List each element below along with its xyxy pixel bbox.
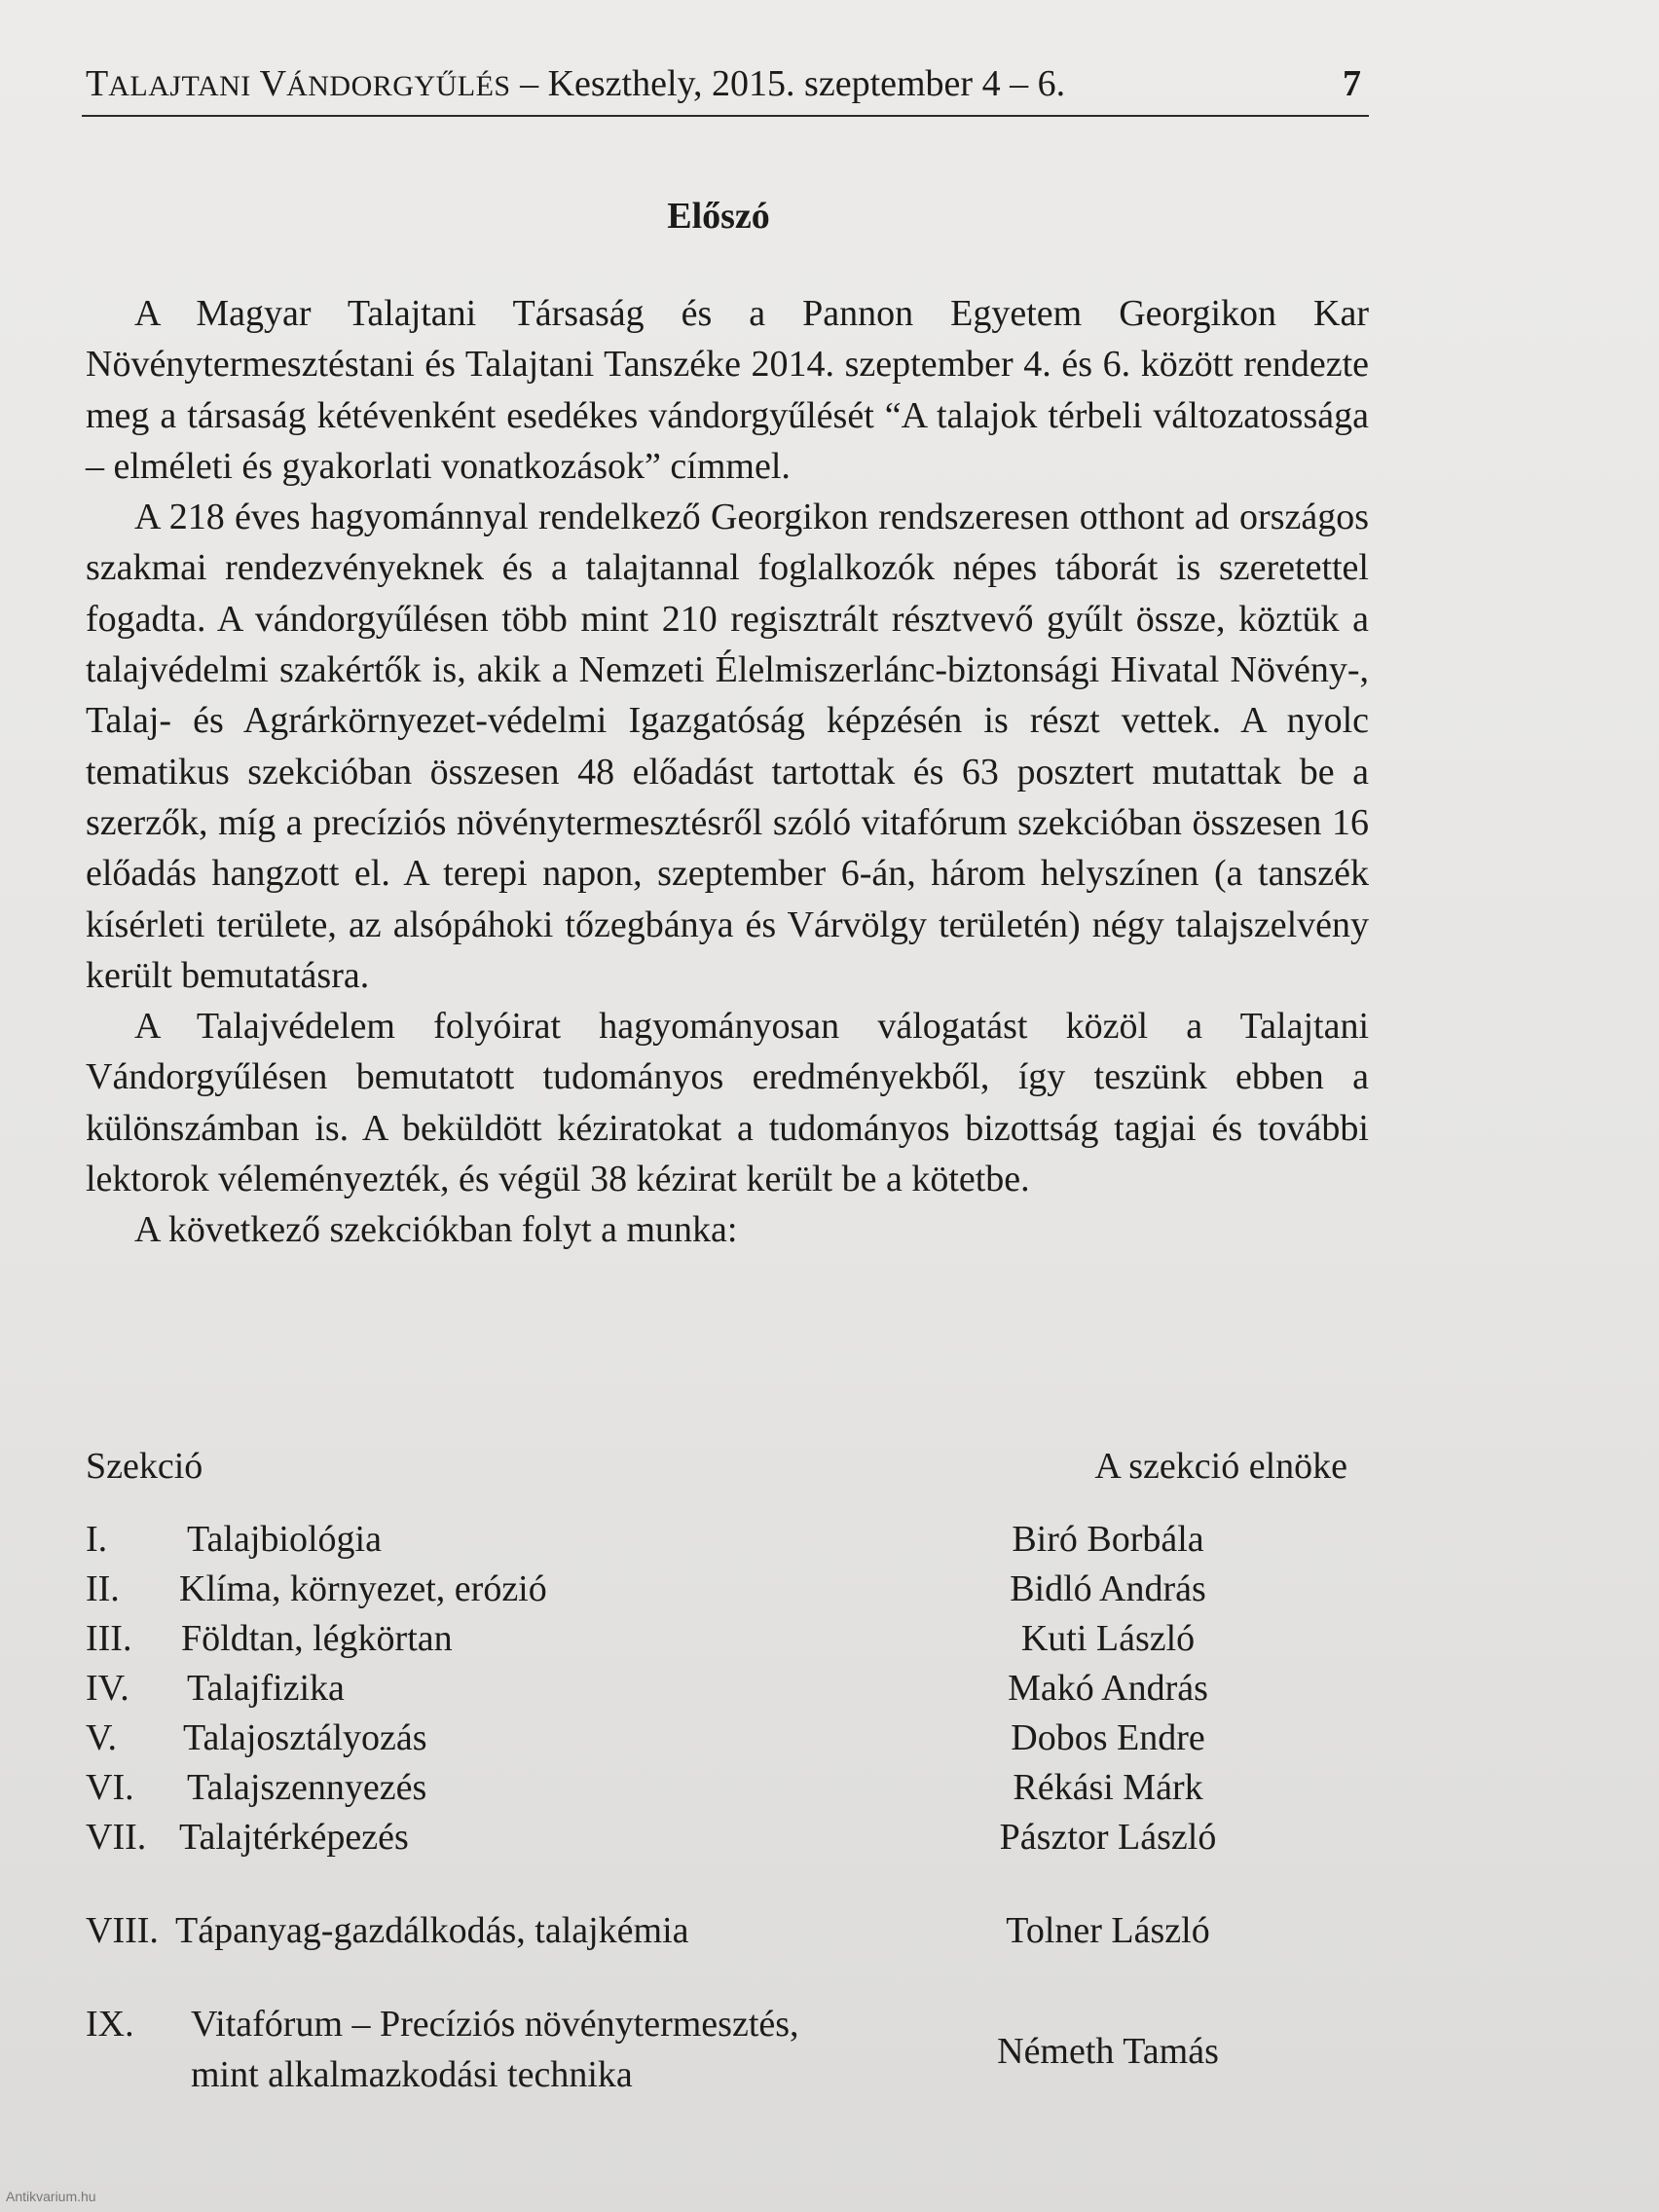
section-number: I. bbox=[86, 1519, 108, 1560]
section-number: IV. bbox=[86, 1668, 129, 1709]
section-name: Vitafórum – Precíziós növénytermesztés, bbox=[191, 2004, 799, 2045]
section-chair: Pásztor László bbox=[999, 1817, 1217, 1858]
section-number: III. bbox=[86, 1618, 132, 1659]
header-letter-t: T bbox=[86, 63, 109, 104]
header-word-2: ÁNDORGYŰLÉS bbox=[286, 70, 511, 102]
section-chair: Bidló András bbox=[1010, 1568, 1206, 1609]
section-name: Klíma, környezet, erózió bbox=[179, 1568, 547, 1609]
section-number: V. bbox=[86, 1717, 118, 1758]
section-chair: Dobos Endre bbox=[1011, 1717, 1205, 1758]
section-chair: Tolner László bbox=[1006, 1910, 1210, 1951]
section-chair: Rékási Márk bbox=[1013, 1767, 1203, 1808]
paragraph-4: A következő szekciókban folyt a munka: bbox=[134, 1209, 738, 1251]
section-number: IX. bbox=[86, 2004, 134, 2045]
page-number: 7 bbox=[1343, 63, 1361, 104]
header-rule bbox=[82, 115, 1369, 117]
header-letter-v: V bbox=[259, 63, 287, 104]
paragraph-1: A Magyar Talajtani Társaság és a Pannon Egyetem Georgikon Kar Növénytermesztéstani és Talajtani Tanszéke 2014. szeptember 4. és 6. között rendezte meg a társaság kétévenként esedékes vándorgyűlését “A talajok térbeli változatossága – elméleti és gyakorlati vonatkozások” címmel. bbox=[86, 293, 1369, 487]
column-section: Szekció bbox=[86, 1446, 203, 1487]
column-chair: A szekció elnöke bbox=[1094, 1446, 1347, 1487]
header-word-1: ALAJTANI bbox=[108, 70, 251, 102]
paragraph-2: A 218 éves hagyománnyal rendelkező Georgikon rendszeresen otthont ad országos szakmai rendezvényeknek és a talajtannal foglalkozók népes táborát is szeretettel fogadta. A vándorgyűlésen több mint 210 regisztrált résztvevő gyűlt össze, köztük a talajvédelmi szakértők is, akik a Nemzeti Élelmiszerlánc-biztonsági Hivatal Növény-, Talaj- és Agrárkörnyezet-védelmi Igazgatóság képzésén is részt vettek. A nyolc tematikus szekcióban összesen 48 előadást tartottak és 63 posztert mutattak be a szerzők, míg a precíziós növénytermesztésről szóló vitafórum szekcióban összesen 16 előadás hangzott el. A terepi napon, szeptember 6-án, három helyszínen (a tanszék kísérleti területe, az alsópáhoki tőzegbánya és Várvölgy területén) négy talajszelvény került bemutatásra. bbox=[86, 497, 1369, 996]
running-header bbox=[86, 60, 1367, 110]
section-number: VI. bbox=[86, 1767, 134, 1808]
section-chair: Makó András bbox=[1008, 1668, 1208, 1709]
section-name: Talajosztályozás bbox=[183, 1717, 427, 1758]
section-name: Tápanyag-gazdálkodás, talajkémia bbox=[175, 1910, 689, 1951]
section-table-header bbox=[86, 1441, 1369, 1492]
section-number: II. bbox=[86, 1568, 120, 1609]
page-title: Előszó bbox=[667, 196, 770, 237]
header-location-date: – Keszthely, 2015. szeptember 4 – 6. bbox=[520, 63, 1066, 104]
section-name-line2: mint alkalmazkodási technika bbox=[191, 2054, 633, 2095]
section-number: VIII. bbox=[86, 1910, 159, 1951]
section-name: Talajfizika bbox=[187, 1668, 345, 1709]
watermark: Antikvarium.hu bbox=[6, 2189, 96, 2204]
section-number: VII. bbox=[86, 1817, 147, 1858]
section-chair: Németh Tamás bbox=[997, 2031, 1219, 2072]
section-chair: Biró Borbála bbox=[1012, 1519, 1204, 1560]
section-name: Talajszennyezés bbox=[187, 1767, 427, 1808]
section-name: Talajbiológia bbox=[187, 1519, 382, 1560]
paragraph-3: A Talajvédelem folyóirat hagyományosan válogatást közöl a Talajtani Vándorgyűlésen bemutatott tudományos eredményekből, így teszünk ebben a különszámban is. A beküldött kéziratokat a tudományos bizottság tagjai és további lektorok véleményezték, és végül 38 kézirat került be a kötetbe. bbox=[86, 1006, 1369, 1200]
section-name: Talajtérképezés bbox=[179, 1817, 409, 1858]
section-chair: Kuti László bbox=[1020, 1618, 1196, 1659]
section-name: Földtan, légkörtan bbox=[181, 1618, 453, 1659]
body-text bbox=[86, 288, 1369, 1256]
